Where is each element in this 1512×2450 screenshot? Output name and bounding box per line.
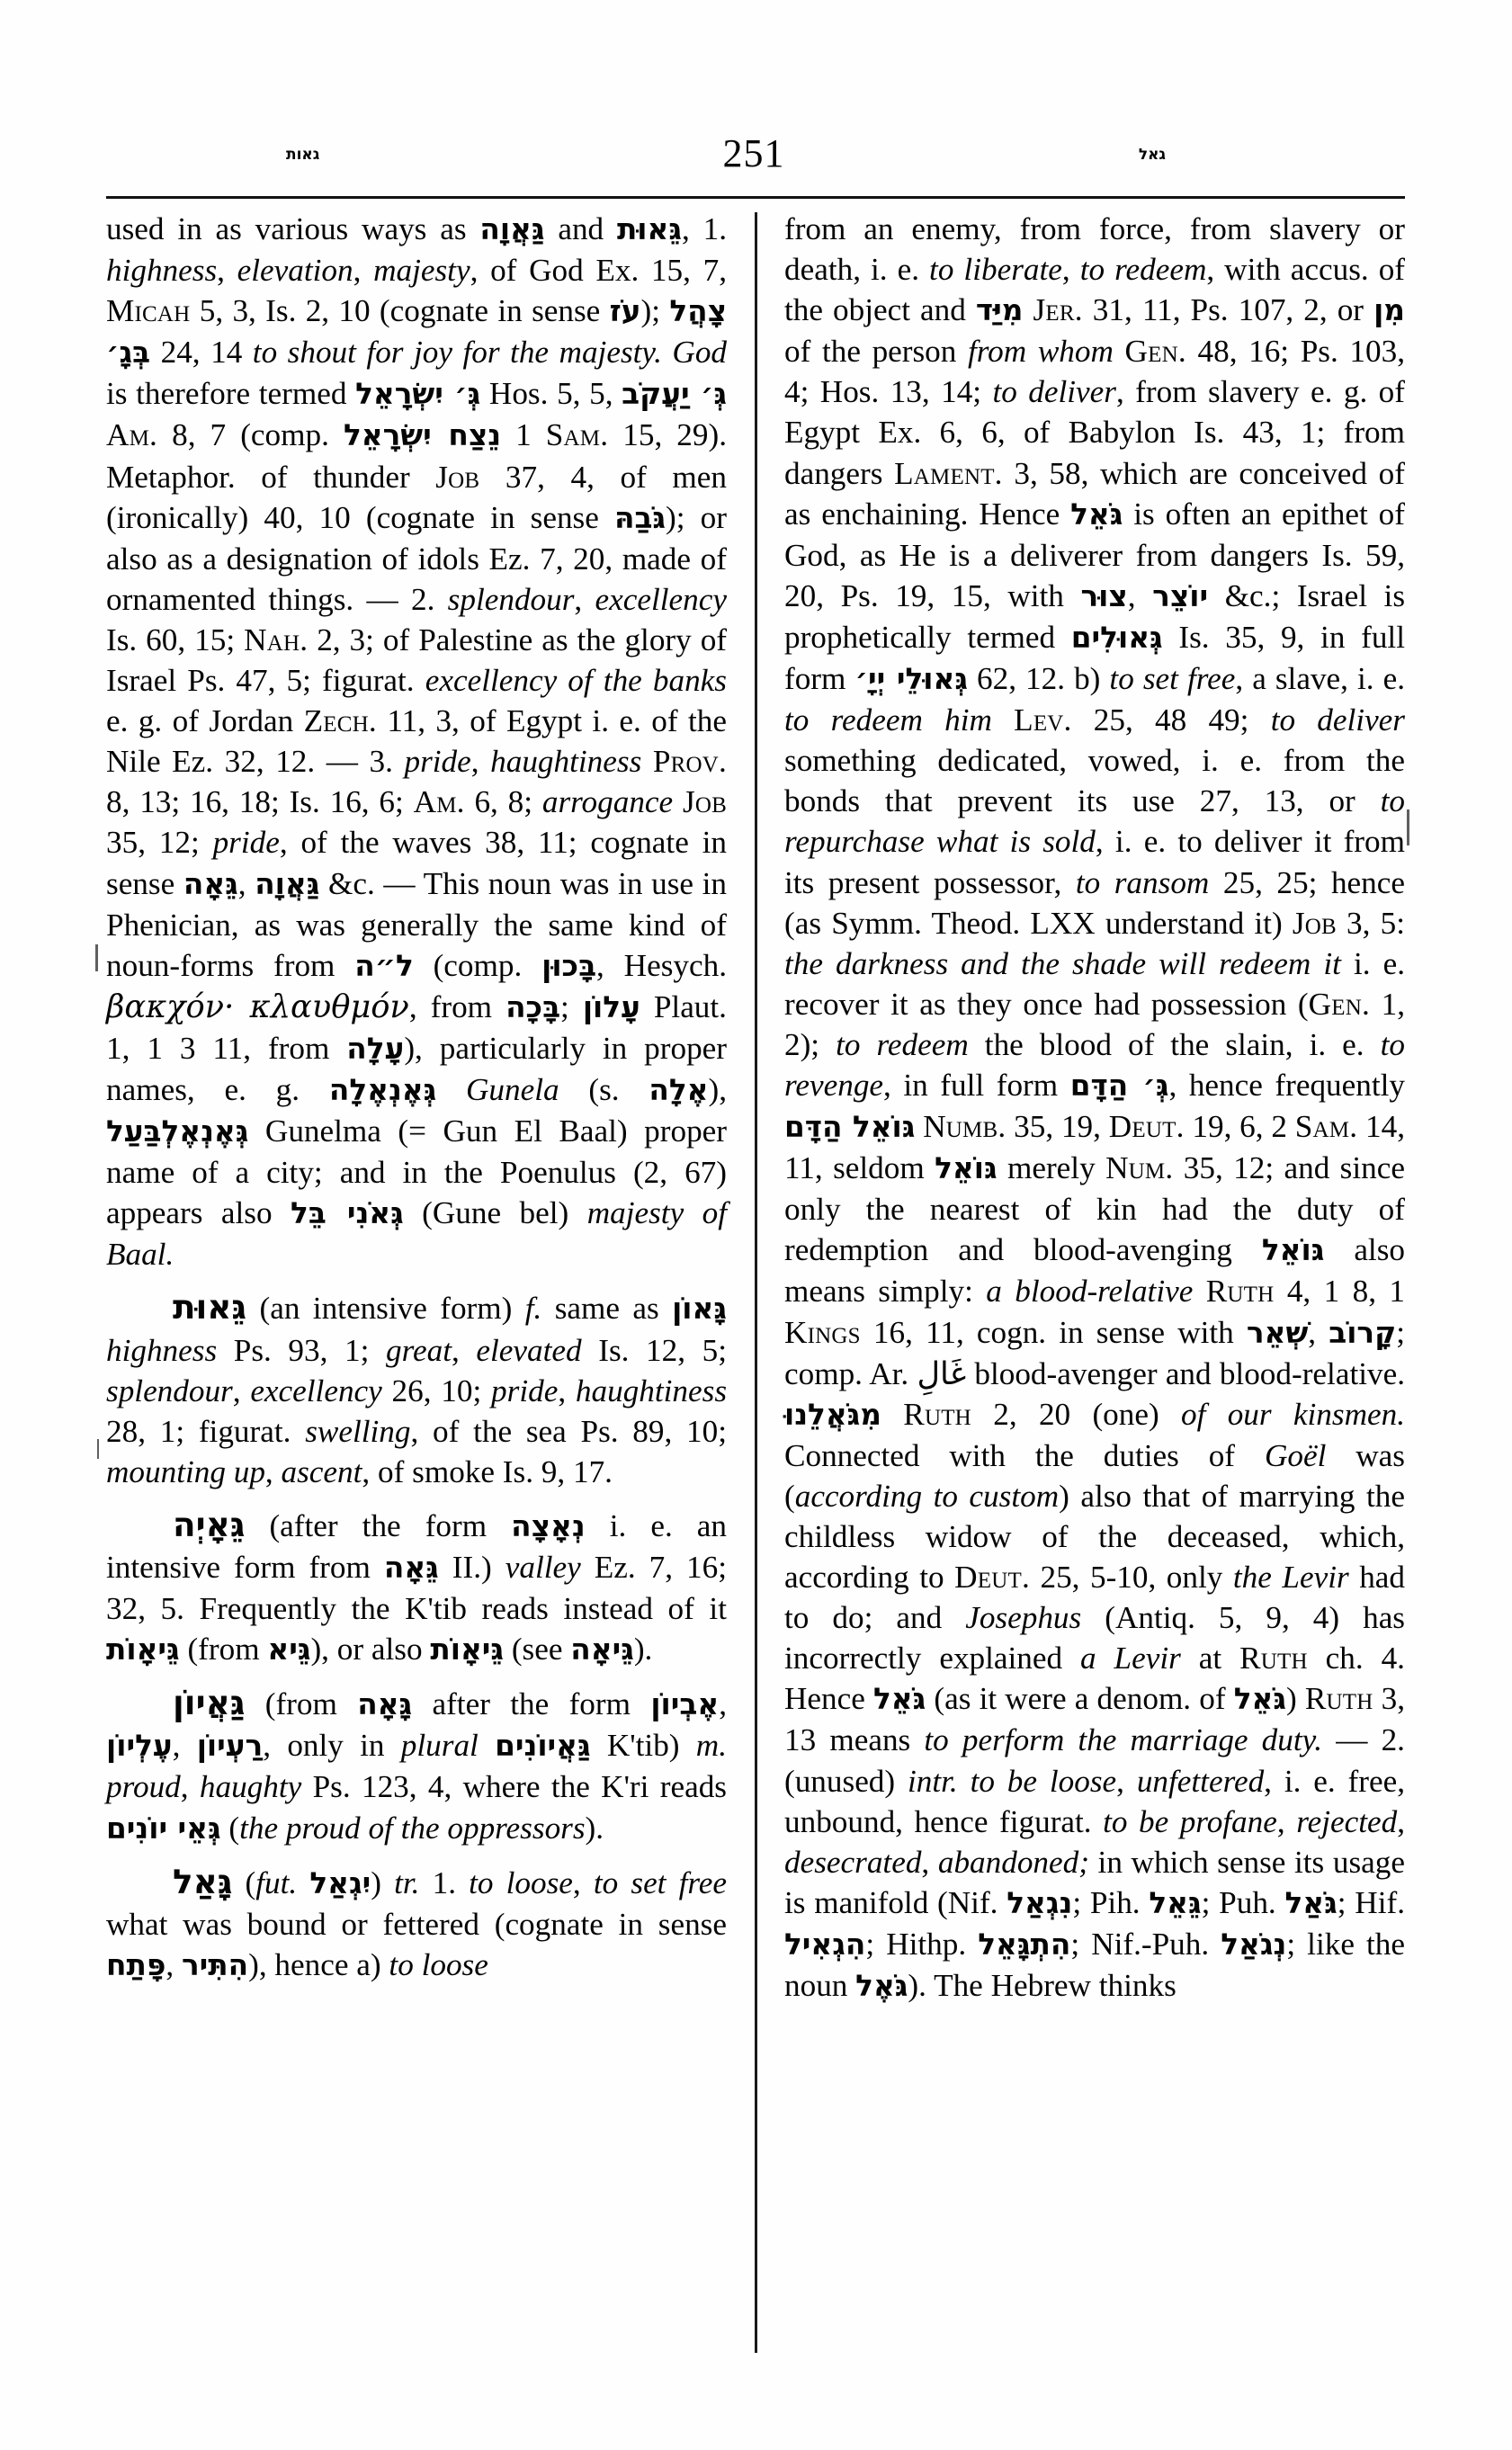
entry-paragraph: גֵּאָיְה (after the form נְאָצָה i. e. an intensive form from גֵּאָה II.) valley Ez. 7, 16; 32, 5. Frequently the K'tib reads instead of it גֵּיאָוֹת (from גֵּיא), or also גֵּיאָוֹת (see גֵּיאָה). bbox=[106, 1504, 728, 1668]
entry-paragraph: גַּאֲיוֹן (from גָּאָה after the form אֶבְיוֹן, עֶלְיוֹן, רַעְיוֹן, only in plural גַּאֲיוֹנִים K'tib) m. proud, haughty Ps. 123, 4, where the K'ri reads גְּאֵי יוֹנִים (the proud of the oppressors). bbox=[106, 1683, 727, 1846]
right-column bbox=[784, 209, 1405, 2360]
scan-edge-speckle bbox=[1407, 809, 1409, 845]
scan-edge-speckle bbox=[95, 944, 98, 971]
scan-edge-speckle bbox=[97, 1439, 99, 1459]
running-head-right-catchword: גאל bbox=[1138, 145, 1166, 163]
column-divider bbox=[755, 212, 757, 2353]
entry-paragraph: גֵּאוּת (an intensive form) f. same as גָּאוֹן highness Ps. 93, 1; great, elevated Is. 12, 5; splendour, excellency 26, 10; pride, haughtiness 28, 1; figurat. swelling, of the sea Ps. 89, 10; mounting up, ascent, of smoke Is. 9, 17. bbox=[106, 1287, 728, 1489]
entry-paragraph: used in as various ways as גַּאֲוָה and גֵּאוּת, 1. highness, elevation, majesty, of God Ex. 15, 7, Micah 5, 3, Is. 2, 10 (cognate in sense עֹז); צָהֲל בְּגָ׳ 24, 14 to shout for joy for the majesty. God is therefore termed גְּ׳ יִשְׂרָאֵל Hos. 5, 5, גְּ׳ יַעֲקֹב Am. 8, 7 (comp. נֵצַח יִשְׂרָאֵל 1 Sam. 15, 29). Metaphor. of thunder Job 37, 4, of men (ironically) 40, 10 (cognate in sense גֹּבַהּ); or also as a designation of idols Ez. 7, 20, made of ornamented things. — 2. splendour, excellency Is. 60, 15; Nah. 2, 3; of Palestine as the glory of Israel Ps. 47, 5; figurat. excellency of the banks e. g. of Jordan Zech. 11, 3, of Egypt i. e. of the Nile Ez. 32, 12. — 3. pride, haughtiness Prov. 8, 13; 16, 18; Is. 16, 6; Am. 6, 8; arrogance Job 35, 12; pride, of the waves 38, 11; cognate in sense גֵּאָה, גַּאֲוָה &c. — This noun was in use in Phenician, as was generally the same kind of noun-forms from ל״ה (comp. בָּכוּן, Hesych. βακχόν· κλαυθμόν, from בָּכָה; עָלוֹן Plaut. 1, 1 3 11, from עָלָה), particularly in proper names, e. g. גְּאֶנְאֶלָה Gunela (s. אֶלָה), גְּאֶנְאֶלְבַּעַל Gunelma (= Gun El Baal) proper name of a city; and in the Poenulus (2, 67) appears also גְּאֹנִי בֵּל (Gune bel) majesty of Baal. bbox=[106, 211, 728, 1273]
text-columns bbox=[106, 209, 1405, 2360]
header-rule bbox=[106, 196, 1405, 199]
entry-paragraph: from an enemy, from force, from slavery or death, i. e. to liberate, to redeem, with accus. of the object and מִיַּד Jer. 31, 11, Ps. 107, 2, or מִן of the person from whom Gen. 48, 16; Ps. 103, 4; Hos. 13, 14; to deliver, from slavery e. g. of Egypt Ex. 6, 6, of Babylon Is. 43, 1; from dangers Lament. 3, 58, which are conceived of as enchaining. Hence גֹּאֵל is often an epithet of God, as He is a deliverer from dangers Is. 59, 20, Ps. 19, 15, with צוּר, יוֹצֵר &c.; Israel is prophetically termed גְּאוּלִים Is. 35, 9, in full form גְּאוּלֵי יְיָ׳ 62, 12. b) to set free, a slave, i. e. to redeem him Lev. 25, 48 49; to deliver something dedicated, vowed, i. e. from the bonds that prevent its use 27, 13, or to repurchase what is sold, i. e. to deliver it from its present possessor, to ransom 25, 25; hence (as Symm. Theod. LXX understand it) Job 3, 5: the darkness and the shade will redeem it i. e. recover it as they once had possession (Gen. 1, 2); to redeem the blood of the slain, i. e. to revenge, in full form גְּ׳ הַדָּם, hence frequently גּוֹאֵל הַדָּם Numb. 35, 19, Deut. 19, 6, 2 Sam. 14, 11, seldom גּוֹאֵל merely Num. 35, 12; and since only the nearest of kin had the duty of redemption and blood-avenging גּוֹאֵל also means simply: a blood-relative Ruth 4, 1 8, 1 Kings 16, 11, cogn. in sense with שְׁאֵר, קָרוֹב; comp. Ar. غَالِ blood-avenger and blood-relative. מִגֹּאֲלֵנוּ Ruth 2, 20 (one) of our kinsmen. Connected with the duties of Goël was (according to custom) also that of marrying the childless widow of the deceased, which, according to Deut. 25, 5-10, only the Levir had to do; and Josephus (Antiq. 5, 9, 4) has incorrectly explained a Levir at Ruth ch. 4. Hence גֹּאֵל (as it were a denom. of גֹּאֵל) Ruth 3, 13 means to perform the marriage duty. — 2. (unused) intr. to be loose, unfettered, i. e. free, unbound, hence figurat. to be profane, rejected, desecrated, abandoned; in which sense its usage is manifold (Nif. נִגְאַל; Pih. גֵּאֵל; Puh. גֹּאַל; Hif. הִגְאִיל; Hithp. הִתְגָּאֵל; Nif.-Puh. נְגֹאַל; like the noun גֹּאֶל). The Hebrew thinks bbox=[784, 211, 1406, 2004]
entry-paragraph: גָּאַל (fut. יִגְאַל) tr. 1. to loose, to set free what was bound or fettered (cognate in sense פָּתַח, הִתִּיר), hence a) to loose bbox=[106, 1861, 727, 1982]
running-head-left-catchword: גאות bbox=[286, 145, 320, 163]
left-column bbox=[106, 209, 727, 2360]
page-number: 251 bbox=[722, 131, 785, 175]
running-head bbox=[106, 115, 1401, 192]
